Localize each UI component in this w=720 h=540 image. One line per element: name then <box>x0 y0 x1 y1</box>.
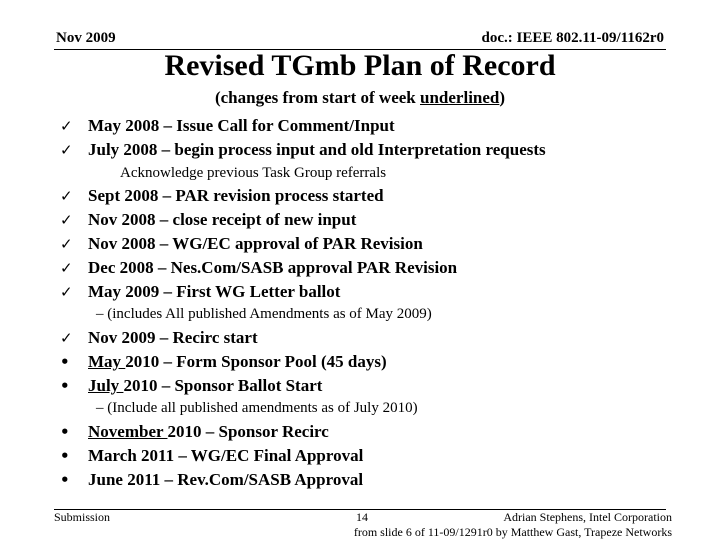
header-doc-id: doc.: IEEE 802.11-09/1162r0 <box>481 30 664 46</box>
sub-note: – (includes All published Amendments as of May 2009) <box>96 306 432 322</box>
footer-page-number: 14 <box>356 510 368 524</box>
bullet-icon: • <box>60 447 70 465</box>
list-item <box>60 470 363 490</box>
list-item-text: 2010 – Sponsor Recirc <box>167 422 329 441</box>
check-icon: ✓ <box>60 259 73 277</box>
check-icon: ✓ <box>60 117 73 135</box>
list-item <box>60 234 423 254</box>
list-item-underlined: July <box>88 376 124 395</box>
list-item-text: June 2011 – Rev.Com/SASB Approval <box>88 470 364 489</box>
list-item <box>60 328 258 348</box>
list-item-text: 2010 – Sponsor Ballot Start <box>123 376 323 395</box>
list-item-underlined: November <box>88 422 168 441</box>
bullet-icon: • <box>60 471 70 489</box>
bullet-icon: • <box>60 423 70 441</box>
list-item <box>60 376 322 396</box>
list-item-text: May 2008 – Issue Call for Comment/Input <box>88 116 395 135</box>
header-date: Nov 2009 <box>56 30 116 46</box>
bullet-icon: • <box>60 353 70 371</box>
list-item-text: Dec 2008 – Nes.Com/SASB approval PAR Revision <box>88 258 458 277</box>
subtitle-underlined-word: underlined <box>420 88 500 107</box>
list-item-text: May 2009 – First WG Letter ballot <box>88 282 341 301</box>
footer-submission: Submission <box>54 510 111 524</box>
check-icon: ✓ <box>60 283 73 301</box>
check-icon: ✓ <box>60 329 73 347</box>
list-item-text: 2010 – Form Sponsor Pool (45 days) <box>125 352 387 371</box>
slide-subtitle <box>0 88 720 108</box>
list-item-underlined: May <box>88 352 126 371</box>
list-item <box>60 140 546 160</box>
list-item <box>60 210 356 230</box>
list-item-text: Sept 2008 – PAR revision process started <box>88 186 384 205</box>
list-item-text: July 2008 – begin process input and old Interpretation requests <box>88 140 546 159</box>
list-item <box>60 282 340 302</box>
check-icon: ✓ <box>60 187 73 205</box>
check-icon: ✓ <box>60 141 73 159</box>
list-item-text: March 2011 – WG/EC Final Approval <box>88 446 364 465</box>
list-item-text: Nov 2009 – Recirc start <box>88 328 258 347</box>
sub-note: Acknowledge previous Task Group referrals <box>120 165 387 181</box>
footer-author: Adrian Stephens, Intel Corporation <box>503 510 672 524</box>
bullet-icon: • <box>60 377 70 395</box>
list-item <box>60 352 387 372</box>
check-icon: ✓ <box>60 211 73 229</box>
subtitle-close: ) <box>499 88 506 107</box>
slide-title: Revised TGmb Plan of Record <box>164 49 556 82</box>
list-item <box>60 446 363 466</box>
footer-credit: from slide 6 of 11-09/1291r0 by Matthew Gast, Trapeze Networks <box>353 525 672 539</box>
sub-note: – (Include all published amendments as of July 2010) <box>96 400 418 416</box>
list-item <box>60 422 329 442</box>
subtitle-text: (changes from start of week <box>214 88 421 107</box>
list-item-text: Nov 2008 – WG/EC approval of PAR Revision <box>88 234 423 253</box>
check-icon: ✓ <box>60 235 73 253</box>
list-item <box>60 258 457 278</box>
list-item <box>60 186 384 206</box>
list-item <box>60 116 395 136</box>
list-item-text: Nov 2008 – close receipt of new input <box>88 210 357 229</box>
